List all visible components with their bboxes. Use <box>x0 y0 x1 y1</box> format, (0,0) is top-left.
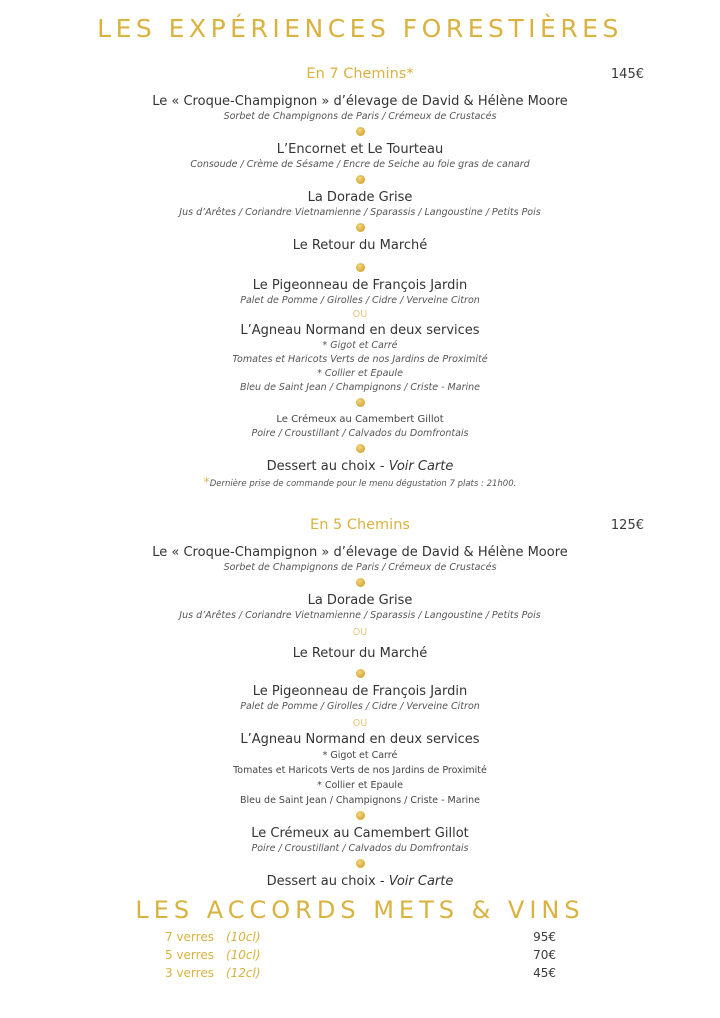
pairing-price: 95€ <box>533 930 556 944</box>
dish-description: Poire / Croustillant / Calvados du Domfrontais <box>251 843 469 854</box>
dish-description: * Collier et Epaule <box>317 780 403 791</box>
pairing-price: 45€ <box>533 966 556 980</box>
dish-name: L’Encornet et Le Tourteau <box>276 142 444 157</box>
dish-name: La Dorade Grise <box>307 190 413 205</box>
pairing-row <box>0 928 720 946</box>
or-separator: OU <box>352 627 368 638</box>
dish-description: Sorbet de Champignons de Paris / Crémeux de Crustacés <box>223 562 497 573</box>
gold-dot-icon <box>356 444 365 453</box>
pairing-price: 70€ <box>533 948 556 962</box>
pairing-row <box>0 964 720 982</box>
dish-name: Le « Croque-Champignon » d’élevage de David & Hélène Moore <box>152 545 568 560</box>
page-title: LES EXPÉRIENCES FORESTIÈRES <box>97 14 623 43</box>
dish-description: Tomates et Haricots Verts de nos Jardins de Proximité <box>233 765 487 776</box>
see-menu-link: Voir Carte <box>388 459 454 474</box>
dish-description: Bleu de Saint Jean / Champignons / Criste - Marine <box>240 795 480 806</box>
footnote-text: Dernière prise de commande pour le menu dégustation 7 plats : 21h00. <box>209 479 517 489</box>
pairing-label: 3 verres (12cl) <box>165 966 261 980</box>
dish-name: Le Crémeux au Camembert Gillot <box>251 826 469 841</box>
dish-description: Consoude / Crème de Sésame / Encre de Seiche au foie gras de canard <box>190 159 530 170</box>
menu-7-courses <box>0 93 720 489</box>
gold-dot-icon <box>356 859 365 868</box>
dish-description: * Gigot et Carré <box>322 340 398 351</box>
dish-name: Le Retour du Marché <box>292 646 428 661</box>
dish-description: Palet de Pomme / Girolles / Cidre / Verveine Citron <box>240 701 480 712</box>
pairing-label: 5 verres (10cl) <box>165 948 261 962</box>
footnote <box>0 475 720 489</box>
menu-7-title: En 7 Chemins* <box>306 66 414 82</box>
dish-description: Palet de Pomme / Girolles / Cidre / Verveine Citron <box>240 295 480 306</box>
pairings-title: LES ACCORDS METS & VINS <box>135 896 585 924</box>
pairing-label: 7 verres (10cl) <box>165 930 261 944</box>
dish-description: Bleu de Saint Jean / Champignons / Criste - Marine <box>240 382 480 393</box>
dish-description: * Collier et Epaule <box>317 368 403 379</box>
or-separator: OU <box>352 718 368 729</box>
dish-name: Le Crémeux au Camembert Gillot <box>276 414 444 425</box>
gold-dot-icon <box>356 578 365 587</box>
dish-name: Le « Croque-Champignon » d’élevage de David & Hélène Moore <box>152 94 568 109</box>
dish-description: Jus d’Arêtes / Coriandre Vietnamienne / Sparassis / Langoustine / Petits Pois <box>179 610 541 621</box>
see-menu-link: Voir Carte <box>388 874 454 889</box>
dish-name: Dessert au choix - <box>266 459 389 474</box>
gold-dot-icon <box>356 127 365 136</box>
gold-dot-icon <box>356 398 365 407</box>
menu-5-title: En 5 Chemins <box>310 517 410 533</box>
dish-name: Le Pigeonneau de François Jardin <box>252 278 468 293</box>
dessert-line <box>0 873 720 890</box>
dish-name: Le Retour du Marché <box>292 238 428 253</box>
pairing-row <box>0 946 720 964</box>
dish-description: Poire / Croustillant / Calvados du Domfrontais <box>251 428 469 439</box>
gold-dot-icon <box>356 175 365 184</box>
menu-7-price: 145€ <box>610 67 644 82</box>
or-separator: OU <box>352 309 368 320</box>
dish-description: Jus d’Arêtes / Coriandre Vietnamienne / Sparassis / Langoustine / Petits Pois <box>179 207 541 218</box>
dish-name: Le Pigeonneau de François Jardin <box>252 684 468 699</box>
menu-5-courses <box>0 544 720 890</box>
menu-5-price: 125€ <box>610 518 644 533</box>
gold-dot-icon <box>356 669 365 678</box>
dish-name: L’Agneau Normand en deux services <box>240 732 480 747</box>
gold-dot-icon <box>356 223 365 232</box>
dish-description: * Gigot et Carré <box>322 750 398 761</box>
dish-name: La Dorade Grise <box>307 593 413 608</box>
pairings-list <box>0 928 720 982</box>
footnote-star: * <box>203 475 210 489</box>
dish-name: Dessert au choix - <box>266 874 389 889</box>
dish-description: Tomates et Haricots Verts de nos Jardins de Proximité <box>232 354 488 365</box>
dish-name: L’Agneau Normand en deux services <box>240 323 480 338</box>
dessert-line <box>0 458 720 475</box>
gold-dot-icon <box>356 811 365 820</box>
gold-dot-icon <box>356 263 365 272</box>
dish-description: Sorbet de Champignons de Paris / Crémeux de Crustacés <box>223 111 497 122</box>
